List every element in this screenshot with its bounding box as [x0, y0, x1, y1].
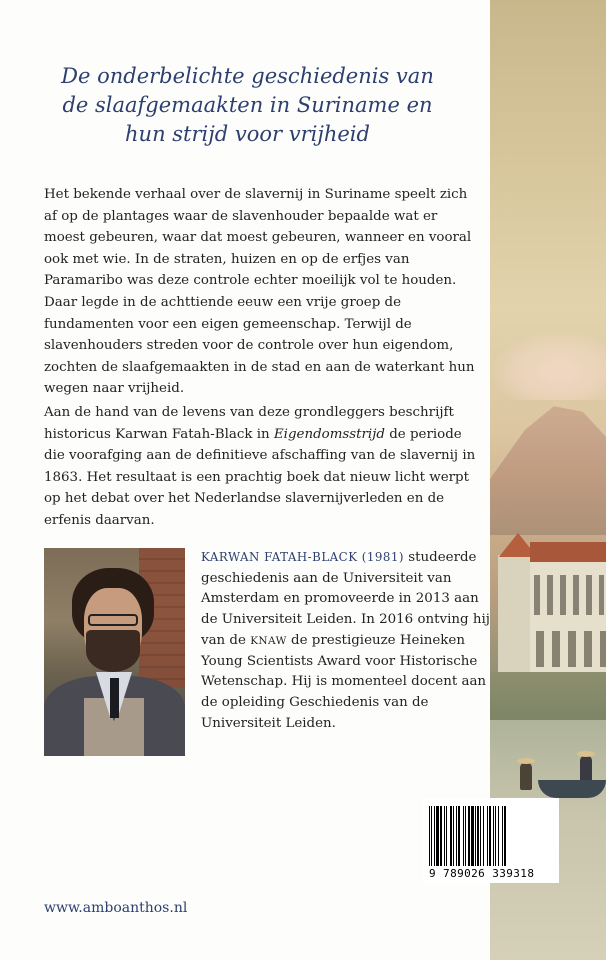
isbn-barcode — [423, 798, 559, 883]
author-bio — [201, 547, 491, 734]
barcode-bars — [429, 806, 553, 866]
painting-figure-2 — [580, 755, 592, 783]
author-birth-year: (1981) — [357, 550, 405, 564]
painting-shore — [490, 672, 606, 722]
knaw-abbreviation: KNAW — [250, 634, 287, 647]
tagline-line-3: hun strijd voor vrijheid — [125, 122, 370, 146]
bio-text-2: de prestigieuze Heineken Young Scientists Award voor Historische Wetenschap. Hij is momenteel docent aan de opleiding Geschiedenis van de Universiteit Leiden. — [201, 632, 487, 731]
painting-arches — [536, 631, 606, 667]
barcode-bar — [506, 806, 507, 866]
photo-glasses — [88, 614, 138, 626]
photo-tie — [110, 678, 119, 718]
bio-text-1: studeerde geschiedenis aan de Universiteit van Amsterdam en promoveerde in 2013 aan de Universiteit Leiden. In 2016 ontving hij van de — [201, 550, 490, 648]
tagline-line-2: de slaafgemaakten in Suriname en — [62, 93, 433, 117]
paragraph-2-intro: Aan de hand van de levens van deze grondleggers beschrijft historicus Karwan Fatah-Black in — [44, 405, 454, 442]
tagline — [20, 62, 475, 149]
isbn-number: 9 789026 339318 — [429, 867, 535, 880]
tagline-line-1: De onderbelichte geschiedenis van — [61, 64, 434, 88]
author-name: KARWAN FATAH-BLACK — [201, 550, 358, 564]
painting-figure-1 — [520, 762, 532, 790]
book-title: Eigendomsstrijd — [273, 426, 385, 442]
synopsis-paragraph-1: Het bekende verhaal over de slavernij in Suriname speelt zich af op de plantages waar de slavenhouder bepaalde wat er moest gebeuren, waar dat moest gebeuren, wanneer en vooral ook met wie. In de straten, huizen en op de erfjes van Paramaribo was deze controle echter moeilijk vol te houden. Daar legde in de achttiende eeuw een vrije groep de fundamenten voor een eigen gemeenschap. Terwijl de slavenhouders streden voor de controle over hun eigendom, zochten de slaafgemaakten in de stad en aan de waterkant hun wegen naar vrijheid. — [44, 187, 475, 397]
painting-hat-1 — [517, 758, 535, 764]
photo-beard — [86, 630, 140, 672]
painting-boat — [538, 780, 606, 798]
synopsis-paragraph-2 — [44, 402, 476, 532]
painting-windows — [534, 575, 604, 615]
painting-roof-right — [530, 542, 606, 562]
painting-mountain — [490, 395, 606, 535]
paragraph-2-rest: de periode die voorafging aan de definitieve afschaffing van de slavernij in 1863. Het resultaat is een prachtig boek dat nieuw licht werpt op het debat over het Nederlandse slavernijverleden en de erfenis daarvan. — [44, 426, 476, 528]
author-photo — [44, 548, 185, 756]
painting-hat-2 — [577, 751, 595, 757]
painting-cloud — [490, 330, 606, 400]
publisher-website[interactable]: www.amboanthos.nl — [44, 900, 188, 916]
